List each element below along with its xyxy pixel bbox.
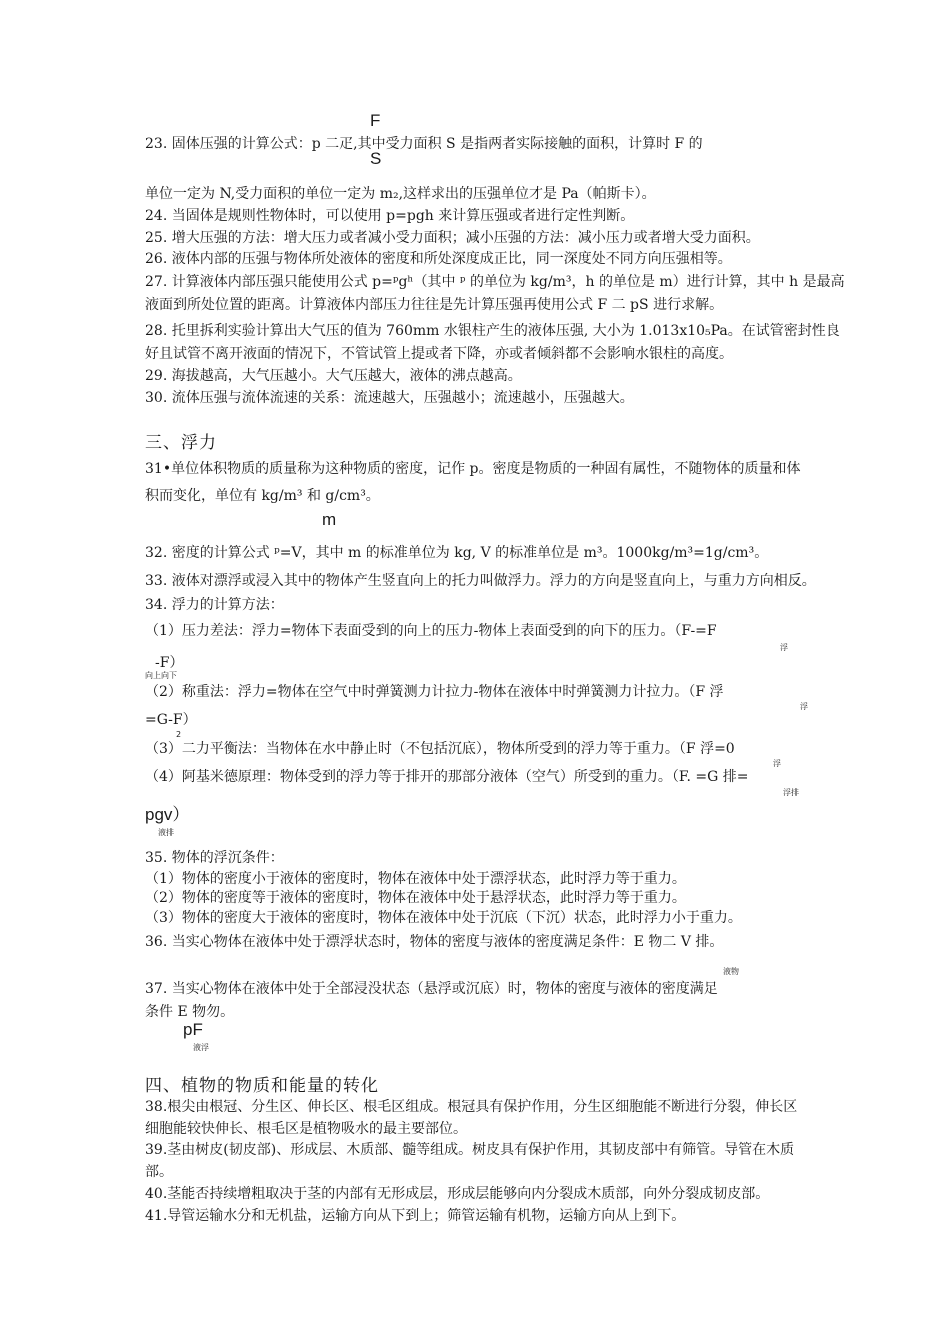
item-37-formula: pF: [183, 1020, 203, 1039]
item-36: 36. 当实心物体在液体中处于漂浮状态时，物体的密度与液体的密度满足条件：E 物二 V 排。: [145, 934, 724, 950]
method-3-subscript: 浮: [773, 759, 781, 768]
method-2-formula-subscript: 2: [176, 730, 182, 739]
method-2-subscript: 浮: [800, 702, 808, 711]
item-40: 40.茎能否持续增粗取决于茎的内部有无形成层，形成层能够向内分裂成木质部，向外分裂成韧皮部。: [145, 1186, 770, 1202]
method-2-weighing: （2）称重法：浮力=物体在空气中时弹簧测力计拉力-物体在液体中时弹簧测力计拉力。（F 浮: [145, 684, 724, 700]
method-1-subscript: 浮: [780, 643, 788, 652]
formula-numerator-f: F: [370, 111, 381, 130]
item-24: 24. 当固体是规则性物体时，可以使用 p=pgh 来计算压强或者进行定性判断。: [145, 208, 635, 224]
method-4-formula-tail: pgv）: [145, 805, 190, 824]
item-34: 34. 浮力的计算方法：: [145, 597, 284, 613]
item-28-line-1: 28. 托里拆利实验计算出大气压的值为 760mm 水银柱产生的液体压强, 大小为 1.013x10₅Pa。在试管密封性良: [145, 323, 840, 339]
method-4-subscript: 浮排: [783, 788, 799, 797]
condition-1-floating: （1）物体的密度小于液体的密度时，物体在液体中处于漂浮状态，此时浮力等于重力。: [145, 871, 686, 887]
item-29: 29. 海拔越高，大气压越小。大气压越大，液体的沸点越高。: [145, 368, 522, 384]
item-23-line-2: 单位一定为 N,受力面积的单位一定为 m₂,这样求出的压强单位才是 Pa（帕斯卡）。: [145, 186, 656, 202]
item-38-line-2: 细胞能较快伸长、根毛区是植物吸水的最主要部位。: [145, 1121, 467, 1137]
method-1-pressure-difference: （1）压力差法：浮力=物体下表面受到的向上的压力-物体上表面受到的向下的压力。（F-=F: [145, 623, 717, 639]
item-39-line-1: 39.茎由树皮(韧皮部)、形成层、木质部、髓等组成。树皮具有保护作用，其韧皮部中有筛管。导管在木质: [145, 1142, 795, 1158]
item-37-line-1: 37. 当实心物体在液体中处于全部浸没状态（悬浮或沉底）时，物体的密度与液体的密度满足: [145, 981, 718, 997]
item-41: 41.导管运输水分和无机盐，运输方向从下到上；筛管运输有机物，运输方向从上到下。: [145, 1208, 686, 1224]
section-heading-plants: 四、植物的物质和能量的转化: [145, 1076, 379, 1096]
section-heading-buoyancy: 三、浮力: [145, 433, 217, 453]
item-26: 26. 液体内部的压强与物体所处液体的密度和所处深度成正比，同一深度处不同方向压强相等。: [145, 251, 732, 267]
item-35: 35. 物体的浮沉条件：: [145, 850, 284, 866]
item-28-line-2: 好且试管不离开液面的情况下，不管试管上提或者下降，亦或者倾斜都不会影响水银柱的高度。: [145, 346, 733, 362]
item-32: 32. 密度的计算公式 ᵖ=V，其中 m 的标准单位为 kg, V 的标准单位是 m³。1000kg/m³=1g/cm³。: [145, 545, 769, 561]
formula-denominator-s: S: [370, 149, 382, 168]
method-4-archimedes: （4）阿基米德原理：物体受到的浮力等于排开的那部分液体（空气）所受到的重力。（F. =G 排=: [145, 769, 749, 785]
item-25: 25. 增大压强的方法：增大压力或者减小受力面积；减小压强的方法：减小压力或者增大受力面积。: [145, 230, 760, 246]
method-1-formula-tail: -F）: [155, 655, 184, 671]
formula-numerator-m: m: [322, 510, 337, 529]
method-2-formula-tail: =G-F）: [145, 712, 197, 728]
item-31-line-2: 积而变化，单位有 kg/m³ 和 g/cm³。: [145, 488, 380, 504]
item-27-line-2: 液面到所处位置的距离。计算液体内部压力往往是先计算压强再使用公式 F 二 pS 进行求解。: [145, 297, 724, 313]
item-30: 30. 流体压强与流体流速的关系：流速越大，压强越小；流速越小，压强越大。: [145, 390, 634, 406]
item-38-line-1: 38.根尖由根冠、分生区、伸长区、根毛区组成。根冠具有保护作用，分生区细胞能不断进行分裂，伸长区: [145, 1099, 798, 1115]
item-37-line-2: 条件 E 物勿。: [145, 1004, 235, 1020]
condition-3-sinking: （3）物体的密度大于液体的密度时，物体在液体中处于沉底（下沉）状态，此时浮力小于重力。: [145, 910, 742, 926]
method-3-force-balance: （3）二力平衡法：当物体在水中静止时（不包括沉底），物体所受到的浮力等于重力。（F 浮=0: [145, 741, 735, 757]
item-37-formula-subscript: 液浮: [193, 1043, 209, 1052]
item-36-subscript: 液物: [723, 967, 739, 976]
item-31-line-1: 31•单位体积物质的质量称为这种物质的密度，记作 p。密度是物质的一种固有属性，不随物体的质量和体: [145, 461, 801, 477]
condition-2-suspended: （2）物体的密度等于液体的密度时，物体在液体中处于悬浮状态，此时浮力等于重力。: [145, 890, 686, 906]
item-33: 33. 液体对漂浮或浸入其中的物体产生竖直向上的托力叫做浮力。浮力的方向是竖直向上，与重力方向相反。: [145, 573, 816, 589]
item-23-line-1: 23. 固体压强的计算公式：p 二疋,其中受力面积 S 是指两者实际接触的面积，计算时 F 的: [145, 136, 703, 152]
item-27-line-1: 27. 计算液体内部压强只能使用公式 p=ᵖgʰ（其中 ᵖ 的单位为 kg/m³，h 的单位是 m）进行计算，其中 h 是最高: [145, 274, 845, 290]
method-1-formula-subscript: 向上向下: [145, 671, 177, 680]
method-4-formula-subscript: 液排: [158, 828, 174, 837]
item-39-line-2: 部。: [145, 1164, 173, 1180]
